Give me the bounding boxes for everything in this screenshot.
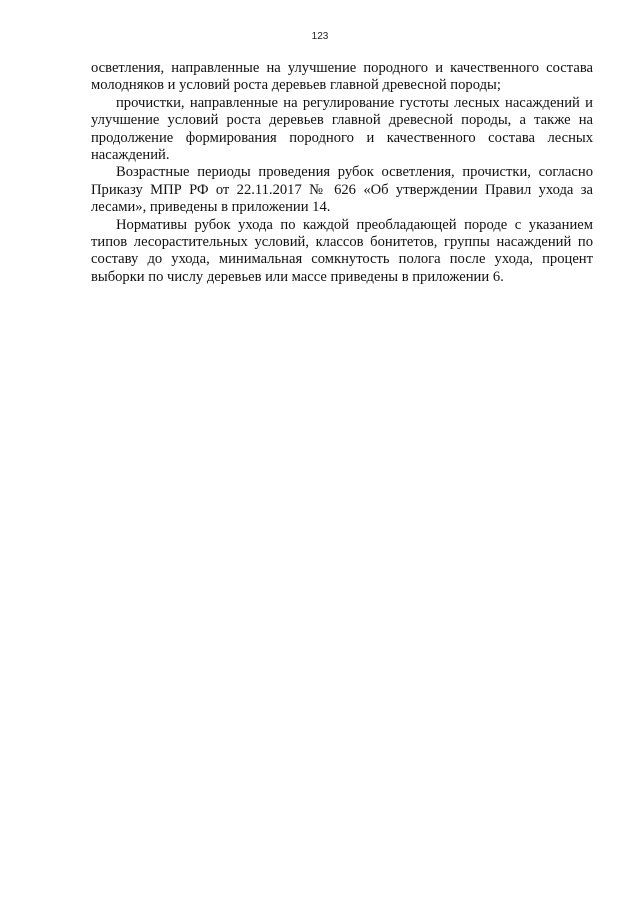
paragraph-norms: Нормативы рубок ухода по каждой преобладающей породе с указанием типов лесорастительных условий, классов бонитетов, группы насаждений по составу до ухода, минимальная сомкнутость полога после ухода, процент выборки по числу деревьев или массе приведены в приложении 6. [91,216,593,285]
paragraph-age-periods: Возрастные периоды проведения рубок осветления, прочистки, согласно Приказу МПР РФ от 22.11.2017 № 626 «Об утверждении Правил ухода за лесами», приведены в приложении 14. [91,164,593,216]
document-body [91,60,593,286]
paragraph-cleaning: прочистки, направленные на регулирование густоты лесных насаждений и улучшение условий роста деревьев главной древесной породы, а также на продолжение формирования породного и качественного состава лесных насаждений. [91,94,593,164]
paragraph-continuation: осветления, направленные на улучшение породного и качественного состава молодняков и условий роста деревьев главной древесной породы; [91,60,593,94]
page-number: 123 [311,31,329,42]
